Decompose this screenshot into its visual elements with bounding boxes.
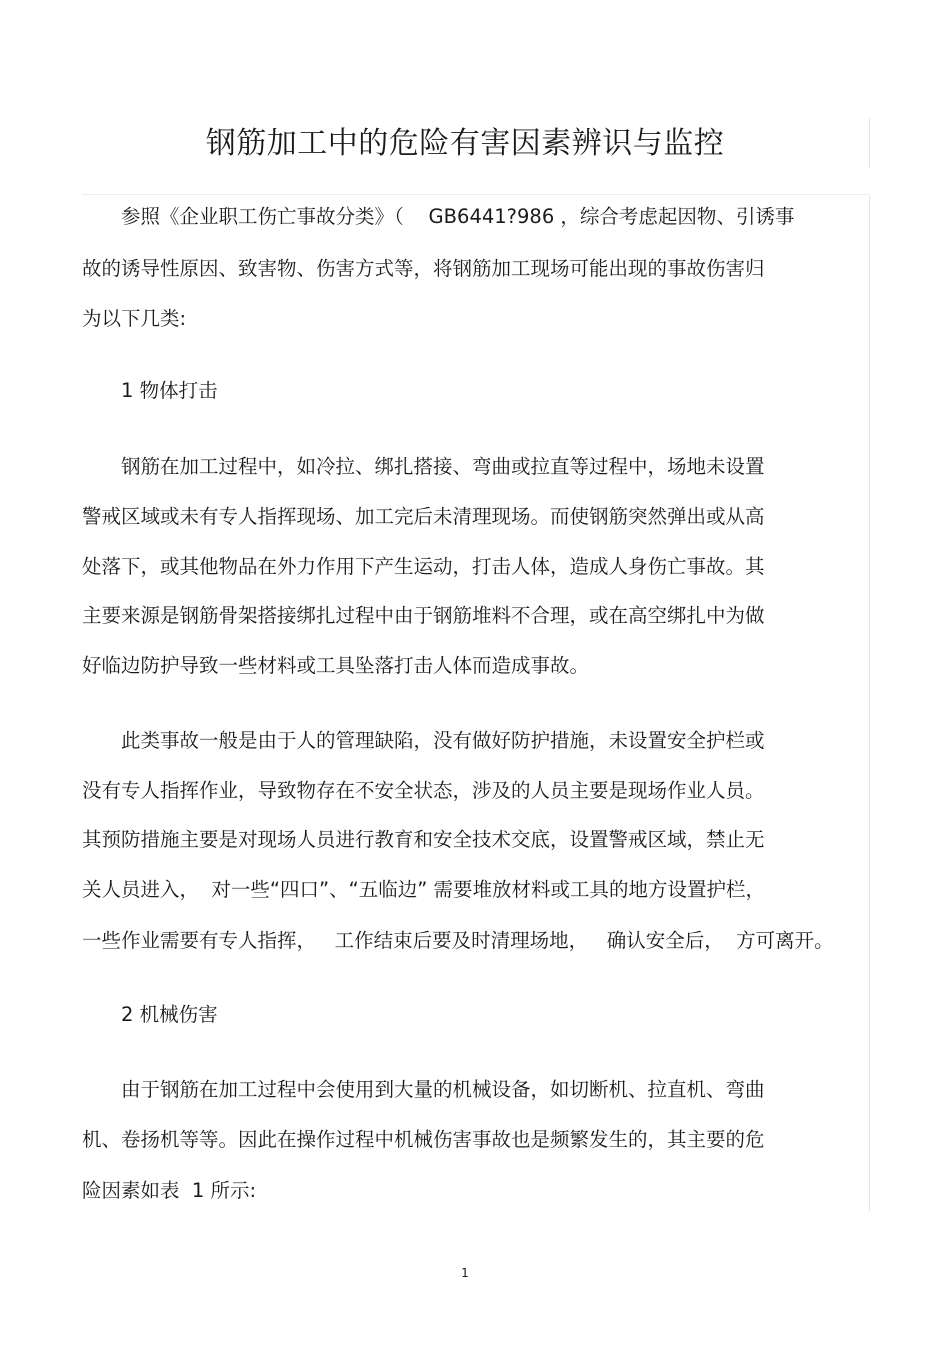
page-number: 1	[461, 1266, 469, 1280]
text-line: 没有专人指挥作业，导致物存在不安全状态，涉及的人员主要是现场作业人员。	[82, 779, 765, 802]
text-line: 参照《企业职工伤亡事故分类》（ GB6441?986 ，综合考虑起因物、引诱事	[121, 205, 795, 228]
text-line: 险因素如表 1 所示:	[82, 1179, 257, 1202]
text-line: 故的诱导性原因、致害物、伤害方式等，将钢筋加工现场可能出现的事故伤害归	[82, 257, 765, 280]
text-line: 好临边防护导致一些材料或工具坠落打击人体而造成事故。	[82, 654, 590, 677]
text-line: 处落下，或其他物品在外力作用下产生运动，打击人体，造成人身伤亡事故。其	[82, 555, 765, 578]
section-heading: 1 物体打击	[121, 379, 218, 402]
text-line: 为以下几类:	[82, 307, 187, 330]
header-divider	[82, 194, 870, 195]
text-line: 机、卷扬机等等。因此在操作过程中机械伤害事故也是频繁发生的，其主要的危	[82, 1128, 765, 1151]
text-line: 主要来源是钢筋骨架搭接绑扎过程中由于钢筋堆料不合理，或在高空绑扎中为做	[82, 604, 765, 627]
text-line: 其预防措施主要是对现场人员进行教育和安全技术交底，设置警戒区域，禁止无	[82, 828, 765, 851]
margin-divider-main	[869, 196, 870, 1211]
text-line: 警戒区域或未有专人指挥现场、加工完后未清理现场。而使钢筋突然弹出或从高	[82, 505, 765, 528]
section-heading: 2 机械伤害	[121, 1003, 218, 1026]
document-title: 钢筋加工中的危险有害因素辨识与监控	[205, 126, 725, 161]
margin-divider-top	[869, 118, 870, 168]
text-line: 由于钢筋在加工过程中会使用到大量的机械设备，如切断机、拉直机、弯曲	[121, 1078, 765, 1101]
text-line: 关人员进入， 对一些“四口”、“五临边” 需要堆放材料或工具的地方设置护栏，	[82, 878, 766, 901]
text-line: 此类事故一般是由于人的管理缺陷，没有做好防护措施，未设置安全护栏或	[121, 729, 765, 752]
text-line: 钢筋在加工过程中，如冷拉、绑扎搭接、弯曲或拉直等过程中，场地未设置	[121, 455, 765, 478]
text-line: 一些作业需要有专人指挥， 工作结束后要及时清理场地， 确认安全后， 方可离开。	[82, 929, 834, 952]
